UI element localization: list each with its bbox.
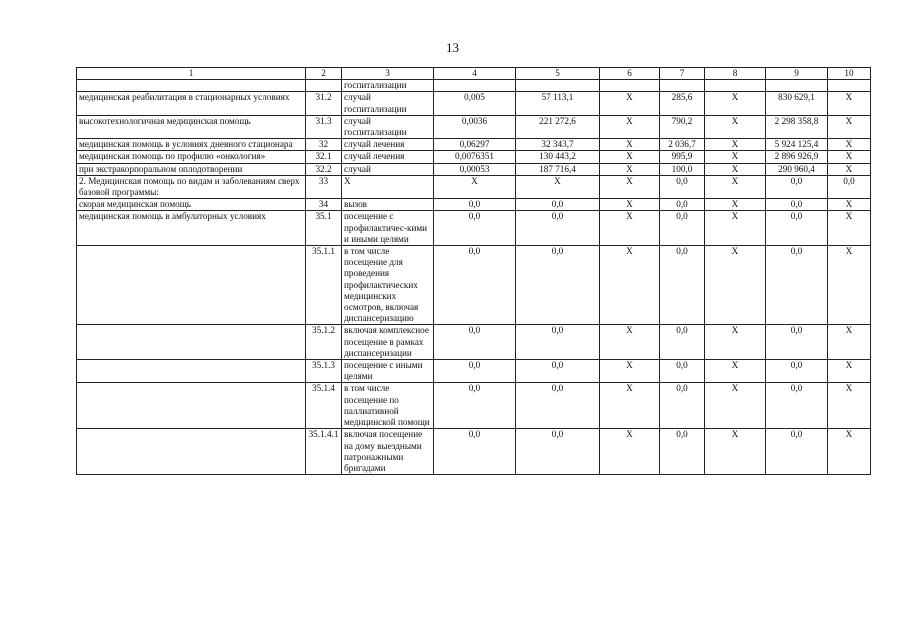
row-name: высокотехнологичная медицинская помощь: [77, 115, 306, 138]
row-value-c7: 0,0: [660, 211, 705, 246]
table-row: [77, 115, 871, 138]
row-value-c8: X: [705, 163, 766, 175]
header-cell: 2: [306, 68, 342, 80]
row-value-c6: X: [600, 246, 660, 325]
row-code: 35.1.1: [306, 246, 342, 325]
row-code: 35.1: [306, 211, 342, 246]
row-unit: включая посещение на дому выездными патронажными бригадами: [342, 429, 434, 475]
row-value-c4: 0,0076351: [434, 151, 516, 163]
row-value-c8: X: [705, 360, 766, 383]
carry-over-unit: госпитализации: [342, 80, 434, 92]
row-value-c5: 187 716,4: [516, 163, 600, 175]
ambulatory-name-continuation: [77, 429, 306, 475]
header-cell: 10: [828, 68, 871, 80]
row-value-c5: 0,0: [516, 211, 600, 246]
row-value-c9: 0,0: [766, 199, 828, 211]
row-name: медицинская реабилитация в стационарных условиях: [77, 92, 306, 115]
row-code: 32.2: [306, 163, 342, 175]
row-code: 31.3: [306, 115, 342, 138]
row-value-c8: X: [705, 429, 766, 475]
row-value-c4: 0,0: [434, 429, 516, 475]
header-cell: 1: [77, 68, 306, 80]
header-cell: 9: [766, 68, 828, 80]
row-value-c7: 0,0: [660, 199, 705, 211]
row-value-c6: X: [600, 211, 660, 246]
row-value-c10: X: [828, 325, 871, 360]
row-value-c4: 0,0: [434, 360, 516, 383]
row-value-c5: 0,0: [516, 325, 600, 360]
row-code: 32.1: [306, 151, 342, 163]
row-value-c5: 0,0: [516, 383, 600, 429]
row-value-c9: 0,0: [766, 175, 828, 198]
row-value-c5: 0,0: [516, 246, 600, 325]
ambulatory-name-continuation: [77, 383, 306, 429]
table-row: [77, 175, 871, 198]
row-value-c5: 0,0: [516, 429, 600, 475]
row-code: 33: [306, 175, 342, 198]
header-cell: 4: [434, 68, 516, 80]
row-value-c8: X: [705, 246, 766, 325]
row-value-c9: 830 629,1: [766, 92, 828, 115]
row-unit: включая комплексное посещение в рамках диспансеризации: [342, 325, 434, 360]
row-value-c4: 0,005: [434, 92, 516, 115]
row-code: 32: [306, 139, 342, 151]
row-value-c9: 0,0: [766, 429, 828, 475]
row-value-c6: X: [600, 115, 660, 138]
row-value-c8: X: [705, 151, 766, 163]
row-unit: случай госпитализации: [342, 115, 434, 138]
row-value-c5: 32 343,7: [516, 139, 600, 151]
page-number: 13: [446, 40, 459, 55]
row-value-c8: X: [705, 325, 766, 360]
header-cell: 8: [705, 68, 766, 80]
row-value-c8: X: [705, 139, 766, 151]
row-value-c5: 0,0: [516, 360, 600, 383]
row-name: медицинская помощь по профилю «онкология»: [77, 151, 306, 163]
table-row: [77, 383, 871, 429]
row-unit: вызов: [342, 199, 434, 211]
row-unit: случай: [342, 163, 434, 175]
table-row: [77, 429, 871, 475]
row-value-c8: X: [705, 199, 766, 211]
header-row: [77, 68, 871, 80]
row-unit: посещение с иными целями: [342, 360, 434, 383]
row-value-c5: 57 113,1: [516, 92, 600, 115]
header-cell: 7: [660, 68, 705, 80]
row-value-c4: 0,0: [434, 211, 516, 246]
row-value-c8: X: [705, 383, 766, 429]
row-value-c10: X: [828, 429, 871, 475]
row-value-c9: 0,0: [766, 360, 828, 383]
ambulatory-name: медицинская помощь в амбулаторных условиях: [77, 211, 306, 246]
report-table: [76, 67, 871, 475]
row-value-c6: X: [600, 360, 660, 383]
ambulatory-name-continuation: [77, 246, 306, 325]
ambulatory-name-continuation: [77, 360, 306, 383]
row-value-c9: 0,0: [766, 383, 828, 429]
row-value-c7: 0,0: [660, 360, 705, 383]
row-value-c10: X: [828, 115, 871, 138]
table-row: [77, 163, 871, 175]
row-value-c10: X: [828, 360, 871, 383]
row-value-c9: 0,0: [766, 211, 828, 246]
row-value-c8: X: [705, 175, 766, 198]
row-value-c9: 290 960,4: [766, 163, 828, 175]
row-value-c10: X: [828, 199, 871, 211]
row-code: 35.1.4.1: [306, 429, 342, 475]
row-value-c10: X: [828, 383, 871, 429]
row-name: при экстракорпоральном оплодотворении: [77, 163, 306, 175]
row-value-c10: X: [828, 246, 871, 325]
row-unit: посещение с профилактичес-кими и иными целями: [342, 211, 434, 246]
row-value-c7: 2 036,7: [660, 139, 705, 151]
row-name: медицинская помощь в условиях дневного стационара: [77, 139, 306, 151]
row-value-c5: 221 272,6: [516, 115, 600, 138]
row-unit: случай лечения: [342, 151, 434, 163]
row-value-c7: 0,0: [660, 175, 705, 198]
row-value-c10: X: [828, 139, 871, 151]
table-row: [77, 246, 871, 325]
row-value-c4: X: [434, 175, 516, 198]
row-value-c4: 0,0036: [434, 115, 516, 138]
row-code: 34: [306, 199, 342, 211]
row-value-c6: X: [600, 151, 660, 163]
row-value-c5: 0,0: [516, 199, 600, 211]
table-row: [77, 151, 871, 163]
row-value-c7: 0,0: [660, 383, 705, 429]
row-code: 35.1.2: [306, 325, 342, 360]
table-row: [77, 139, 871, 151]
row-value-c6: X: [600, 175, 660, 198]
header-cell: 5: [516, 68, 600, 80]
row-value-c5: X: [516, 175, 600, 198]
carry-over-row: [77, 80, 871, 92]
row-value-c10: X: [828, 92, 871, 115]
table-row: [77, 92, 871, 115]
row-name: 2. Медицинская помощь по видам и заболеваниям сверх базовой программы:: [77, 175, 306, 198]
header-cell: 6: [600, 68, 660, 80]
row-value-c6: X: [600, 92, 660, 115]
row-value-c7: 285,6: [660, 92, 705, 115]
row-value-c4: 0,0: [434, 383, 516, 429]
row-value-c6: X: [600, 429, 660, 475]
row-code: 35.1.3: [306, 360, 342, 383]
row-value-c7: 100,0: [660, 163, 705, 175]
row-value-c8: X: [705, 211, 766, 246]
header-cell: 3: [342, 68, 434, 80]
row-value-c7: 790,2: [660, 115, 705, 138]
row-value-c4: 0,0: [434, 199, 516, 211]
row-code: 35.1.4: [306, 383, 342, 429]
table-row: [77, 211, 871, 246]
ambulatory-name-continuation: [77, 325, 306, 360]
table-row: [77, 199, 871, 211]
row-code: 31.2: [306, 92, 342, 115]
row-value-c10: X: [828, 151, 871, 163]
row-value-c4: 0,06297: [434, 139, 516, 151]
row-value-c10: 0,0: [828, 175, 871, 198]
row-unit: в том числе посещение по паллиативной медицинской помощи: [342, 383, 434, 429]
row-value-c6: X: [600, 139, 660, 151]
row-value-c10: X: [828, 211, 871, 246]
row-value-c7: 0,0: [660, 246, 705, 325]
row-unit: в том числе посещение для проведения профилактических медицинских осмотров, включая диспансеризацию: [342, 246, 434, 325]
row-name: скорая медицинская помощь: [77, 199, 306, 211]
row-value-c5: 130 443,2: [516, 151, 600, 163]
row-value-c9: 0,0: [766, 325, 828, 360]
table-row: [77, 360, 871, 383]
row-value-c9: 2 896 926,9: [766, 151, 828, 163]
row-value-c6: X: [600, 199, 660, 211]
row-value-c6: X: [600, 383, 660, 429]
row-value-c9: 0,0: [766, 246, 828, 325]
row-value-c4: 0,00053: [434, 163, 516, 175]
row-unit: случай госпитализации: [342, 92, 434, 115]
row-value-c4: 0,0: [434, 246, 516, 325]
table-row: [77, 325, 871, 360]
row-unit: случай лечения: [342, 139, 434, 151]
row-value-c9: 5 924 125,4: [766, 139, 828, 151]
row-value-c7: 0,0: [660, 429, 705, 475]
row-value-c7: 0,0: [660, 325, 705, 360]
row-value-c6: X: [600, 163, 660, 175]
row-value-c10: X: [828, 163, 871, 175]
row-value-c7: 995,9: [660, 151, 705, 163]
row-value-c9: 2 298 358,8: [766, 115, 828, 138]
row-value-c6: X: [600, 325, 660, 360]
row-unit: X: [342, 175, 434, 198]
row-value-c4: 0,0: [434, 325, 516, 360]
row-value-c8: X: [705, 92, 766, 115]
row-value-c8: X: [705, 115, 766, 138]
